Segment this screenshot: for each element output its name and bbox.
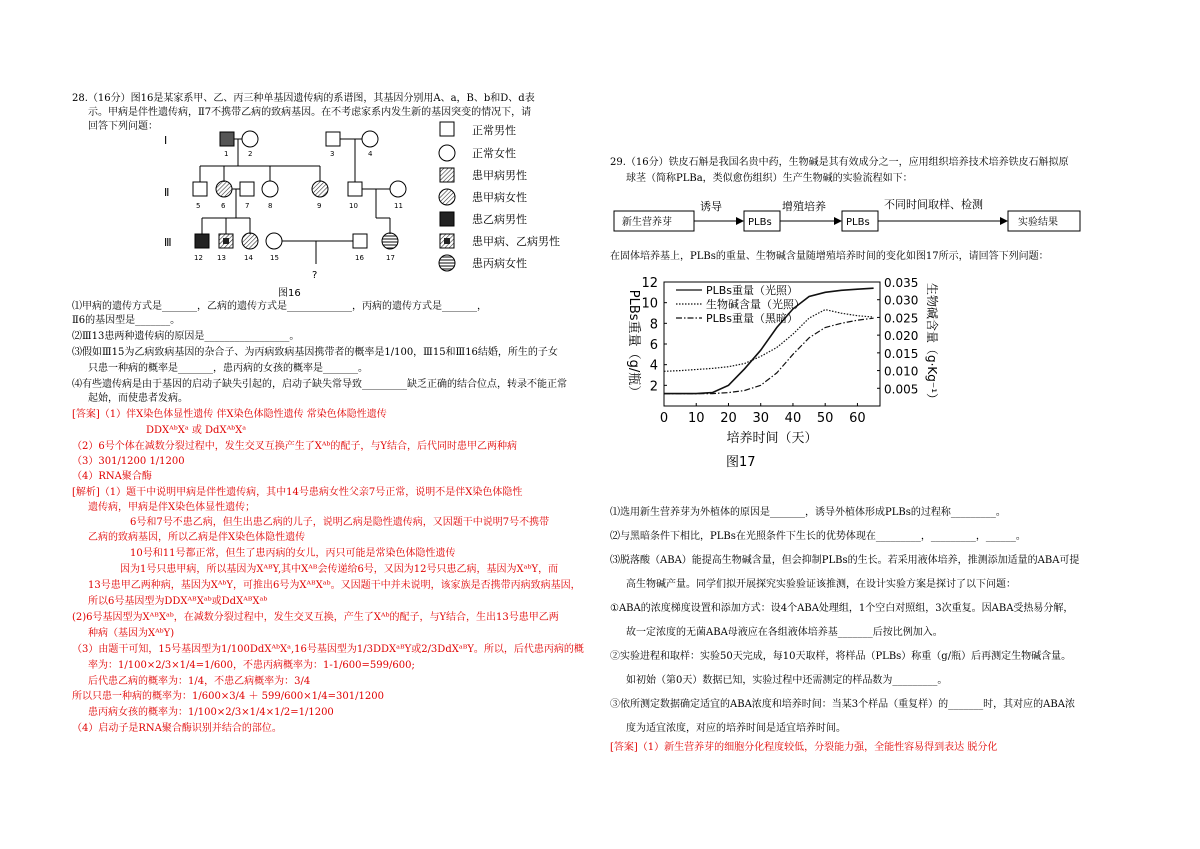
y2-tick-label: 0.015 (884, 346, 919, 361)
id-13: 13 (217, 254, 226, 262)
individual-8 (262, 181, 278, 197)
individual-14 (242, 233, 258, 249)
individual-12 (195, 234, 209, 248)
q28-question-1: ⑴甲病的遗传方式是_______，乙病的遗传方式是_____________，丙病的遗传方式是_______， (72, 301, 487, 312)
individual-6 (216, 181, 232, 197)
q28-answer-line5: （4）RNA聚合酶 (72, 471, 152, 482)
q28-analysis-line10: 种病（基因为XᴬᵇY) (88, 628, 175, 639)
q28-intro-line3: 回答下列问题： (88, 121, 158, 132)
legend-normal-female: 正常女性 (472, 147, 516, 160)
legend-a-female: 患甲病女性 (472, 191, 527, 204)
y-tick-label: 2 (649, 379, 658, 395)
q29-intro-line2: 球茎（简称PLBa，类似愈伤组织）生产生物碱的实验流程如下： (626, 173, 913, 184)
individual-15 (266, 233, 282, 249)
q28-analysis-line9: (2)6号基因型为XᴬᴮXᵃᵇ，在减数分裂过程中，发生交叉互换，产生了Xᴬᵇ的配子，与Y结合，生出13号患甲乙两 (72, 612, 559, 623)
y-tick-label: 4 (649, 358, 658, 374)
legend-a-male-symbol (440, 168, 454, 182)
legend-normal-male-symbol (440, 122, 454, 136)
q28-question-4: ⑷有些遗传病是由于基因的启动子缺失引起的，启动子缺失常导致_________缺乏正确的结合位点，转录不能正常 (72, 379, 567, 390)
id-11: 11 (394, 202, 403, 210)
flow-box-plbs-2-label: PLBs (846, 217, 870, 228)
individual-2 (242, 131, 258, 147)
y-axis-label: PLBs重量（g/瓶） (626, 289, 641, 399)
individual-4 (362, 131, 378, 147)
id-10: 10 (349, 202, 358, 210)
x-tick-label: 0 (659, 411, 669, 426)
q28-intro-line2: 示。甲病是伴性遗传病，Ⅱ7不携带乙病的致病基因。在不考虑家系内发生新的基因突变的情况下，请 (88, 107, 532, 118)
q28-analysis-line8: 所以6号基因型为DDXᴬᴮXᵃᵇ或DdXᴬᴮXᵃᵇ (88, 596, 268, 607)
q28-question-2: ⑵Ⅲ13患两种遗传病的原因是_________________。 (72, 331, 300, 342)
q28-analysis-line16: （4）启动子是RNA聚合酶识别并结合的部位。 (72, 723, 282, 734)
id-9: 9 (317, 202, 322, 210)
individual-9 (312, 181, 328, 197)
flow-box-result-label: 实验结果 (1018, 217, 1058, 228)
q29-answer: [答案]（1）新生营养芽的细胞分化程度较低，分裂能力强，全能性容易得到表达 脱分化 (610, 742, 998, 753)
q28-analysis-line13: 后代患乙病的概率为：1/4，不患乙病概率为：3/4 (88, 676, 311, 687)
flow-arrow-1-label: 诱导 (700, 200, 722, 213)
x-tick-label: 60 (849, 411, 866, 426)
flow-arrow-3-label: 不同时间取样、检测 (884, 198, 983, 211)
id-12: 12 (194, 254, 203, 262)
chart-title: 图17 (726, 455, 756, 470)
individual-17 (382, 233, 398, 249)
q28-answer-line1: [答案]（1）伴X染色体显性遗传 伴X染色体隐性遗传 常染色体隐性遗传 (72, 409, 387, 420)
individual-7 (240, 182, 254, 196)
x-tick-label: 10 (687, 411, 705, 426)
legend-normal-male: 正常男性 (472, 124, 516, 137)
y2-tick-label: 0.020 (884, 329, 919, 344)
x-axis-label: 培养时间（天） (726, 431, 818, 446)
individual-16 (353, 234, 367, 248)
y2-tick-label: 0.035 (884, 276, 919, 290)
q28-question-3: ⑶假如Ⅲ15为乙病致病基因的杂合子、为丙病致病基因携带者的概率是1/100，Ⅲ15和Ⅲ16结婚，所生的子女 (72, 347, 558, 358)
q29-question-3-1b: 故一定浓度的无菌ABA母液应在各组液体培养基_______后按比例加入。 (626, 627, 943, 638)
id-7: 7 (245, 202, 250, 210)
legend-b-male: 患乙病男性 (472, 213, 527, 226)
legend-b-male-symbol (440, 212, 454, 226)
legend-a-male: 患甲病男性 (472, 169, 527, 182)
legend-label-alkaloid-light: 生物碱含量（光照） (706, 298, 805, 311)
q28-answer-line2: DDXᴬᵇXᵃ 或 DdXᴬᵇXᵃ (146, 425, 247, 436)
y2-tick-label: 0.010 (884, 364, 919, 379)
x-tick-label: 50 (816, 411, 834, 426)
q28-intro-line1: 28.（16分）图16是某家系甲、乙、丙三种单基因遗传病的系谱图，其基因分别用A、a，B、b和D、d表 (72, 93, 535, 104)
q28-analysis-line11: （3）由题干可知，15号基因型为1/100DdXᴬᵇXᵃ,16号基因型为1/3DDXᵃᴮY或2/3DdXᵃᴮY。所以，后代患丙病的概 (72, 644, 584, 655)
id-15: 15 (270, 254, 279, 262)
q28-analysis-line2: 遗传病，甲病是伴X染色体显性遗传； (88, 502, 256, 513)
individual-11 (390, 181, 406, 197)
q28-answer-line3: （2）6号个体在减数分裂过程中，发生交叉互换产生了Xᴬᵇ的配子，与Y结合，后代同时患甲乙两种病 (72, 441, 517, 452)
figure-16-caption: 图16 (278, 288, 301, 299)
id-8: 8 (268, 202, 273, 210)
q28-analysis-line7: 13号患甲乙两种病，基因为XᴬᵇY，可推出6号为XᴬᴮXᵃᵇ。又因题干中并未说明，该家族是否携带丙病致病基因， (88, 580, 581, 591)
experiment-flowchart (612, 196, 1092, 236)
id-2: 2 (248, 150, 253, 158)
offspring-question: ? (312, 270, 318, 281)
individual-10 (348, 182, 362, 196)
legend-ab-male: 患甲病、乙病男性 (472, 235, 560, 248)
q28-question-3b: 只患一种病的概率是_______，患丙病的女孩的概率是_______。 (88, 363, 368, 374)
flow-arrow-2-label: 增殖培养 (782, 200, 826, 213)
q28-question-4b: 起始，而使患者发病。 (88, 393, 188, 404)
q29-question-3: ⑶脱落酸（ABA）能提高生物碱含量，但会抑制PLBs的生长。若采用液体培养，推测添加适量的ABA可提 (610, 555, 1080, 566)
legend-c-female-symbol (439, 255, 455, 271)
q29-question-3-3: ③依所测定数据确定适宜的ABA浓度和培养时间：当某3个样品（重复样）的_______时，其对应的ABA浓 (610, 699, 1075, 710)
legend-normal-female-symbol (439, 145, 455, 161)
pedigree-chart (150, 118, 590, 300)
q28-analysis-line1: [解析]（1）题干中说明甲病是伴性遗传病，其中14号患病女性父亲7号正常，说明不是伴X染色体隐性 (72, 487, 523, 498)
y2-tick-label: 0.030 (884, 293, 919, 308)
id-3: 3 (330, 150, 335, 158)
individual-3 (326, 132, 340, 146)
q28-analysis-line5: 10号和11号都正常，但生了患丙病的女儿，丙只可能是常染色体隐性遗传 (130, 548, 456, 559)
q29-question-3-1: ①ABA的浓度梯度设置和添加方式：设4个ABA处理组，1个空白对照组，3次重复。因ABA受热易分解， (610, 603, 1074, 614)
q28-analysis-line12: 率为：1/100×2/3×1/4=1/600，不患丙病概率为：1-1/600=599/600; (88, 660, 415, 671)
q29-question-2: ⑵与黑暗条件下相比，PLBs在光照条件下生长的优势体现在_________，_________，______。 (610, 531, 1026, 542)
q28-analysis-line14: 所以只患一种病的概率为：1/600×3/4 ＋ 599/600×1/4=301/1200 (72, 691, 384, 702)
x-tick-label: 30 (752, 411, 769, 426)
y-tick-label: 6 (649, 338, 658, 353)
figure-17-chart (616, 268, 939, 482)
y2-tick-label: 0.025 (884, 311, 919, 326)
legend-label-plbs-weight-dark: PLBs重量（黑暗） (706, 312, 799, 325)
q29-intro-line1: 29.（16分）铁皮石斛是我国名贵中药，生物碱是其有效成分之一，应用组织培养技术培养铁皮石斛拟原 (610, 157, 1069, 168)
id-5: 5 (196, 202, 201, 210)
q29-question-1: ⑴选用新生营养芽为外植体的原因是_______，诱导外植体形成PLBs的过程称_________。 (610, 507, 1006, 518)
q29-question-3-2: ②实验进程和取样：实验50天完成，每10天取样，将样品（PLBs）称重（g/瓶）后再测定生物碱含量。 (610, 651, 1072, 662)
y2-tick-label: 0.005 (884, 382, 919, 397)
flow-box-new-bud-label: 新生营养芽 (622, 217, 672, 228)
y-tick-label: 8 (649, 317, 658, 333)
q29-question-3-3b: 度为适宜浓度，对应的培养时间是适宜培养时间。 (626, 723, 846, 734)
individual-1 (220, 132, 234, 146)
individual-5 (193, 182, 207, 196)
q28-answer-line4: （3）301/1200 1/1200 (72, 456, 185, 467)
y2-axis-label: 生物碱含量（g·Kg⁻¹） (925, 282, 939, 406)
id-1: 1 (224, 150, 229, 158)
generation-label-1: Ⅰ (164, 134, 168, 147)
legend-a-female-symbol (439, 189, 455, 205)
y-tick-label: 10 (641, 296, 658, 312)
q29-chart-intro: 在固体培养基上，PLBs的重量、生物碱含量随增殖培养时间的变化如图17所示，请回答下列问题： (610, 251, 1049, 262)
q28-analysis-line4: 乙病的致病基因，所以乙病是伴X染色体隐性遗传 (88, 532, 306, 543)
series-line-plbs-weight-dark (664, 318, 874, 393)
generation-label-2: Ⅱ (164, 186, 170, 199)
generation-label-3: Ⅲ (164, 236, 172, 249)
q28-analysis-line15: 患丙病女孩的概率为：1/100×2/3×1/4×1/2=1/1200 (88, 707, 334, 718)
q28-analysis-line3: 6号和7号不患乙病，但生出患乙病的儿子，说明乙病是隐性遗传病，又因题干中说明7号不携带 (130, 517, 550, 528)
x-tick-label: 20 (720, 411, 737, 426)
legend-c-female: 患丙病女性 (472, 257, 527, 270)
q29-question-3-2b: 如初始（第0天）数据已知，实验过程中还需测定的样品数为_________。 (626, 675, 948, 686)
id-14: 14 (244, 254, 253, 262)
q28-question-1b: Ⅱ6的基因型是_______。 (72, 315, 181, 326)
x-tick-label: 40 (784, 411, 802, 426)
y-tick-label: 12 (641, 276, 658, 291)
id-6: 6 (221, 202, 226, 210)
id-4: 4 (368, 150, 373, 158)
id-17: 17 (386, 254, 395, 262)
q28-analysis-line6: 因为1号只患甲病，所以基因为XᴬᴮY,其中Xᴬᴮ会传递给6号，又因为12号只患乙病，基因为XᵃᵇY，而 (120, 564, 559, 575)
flow-box-plbs-1-label: PLBs (748, 217, 772, 228)
q29-question-3b: 高生物碱产量。同学们拟开展探究实验验证该推测，在设计实验方案是探讨了以下问题： (626, 579, 1016, 590)
legend-label-plbs-weight-light: PLBs重量（光照） (706, 284, 799, 297)
id-16: 16 (355, 254, 364, 262)
